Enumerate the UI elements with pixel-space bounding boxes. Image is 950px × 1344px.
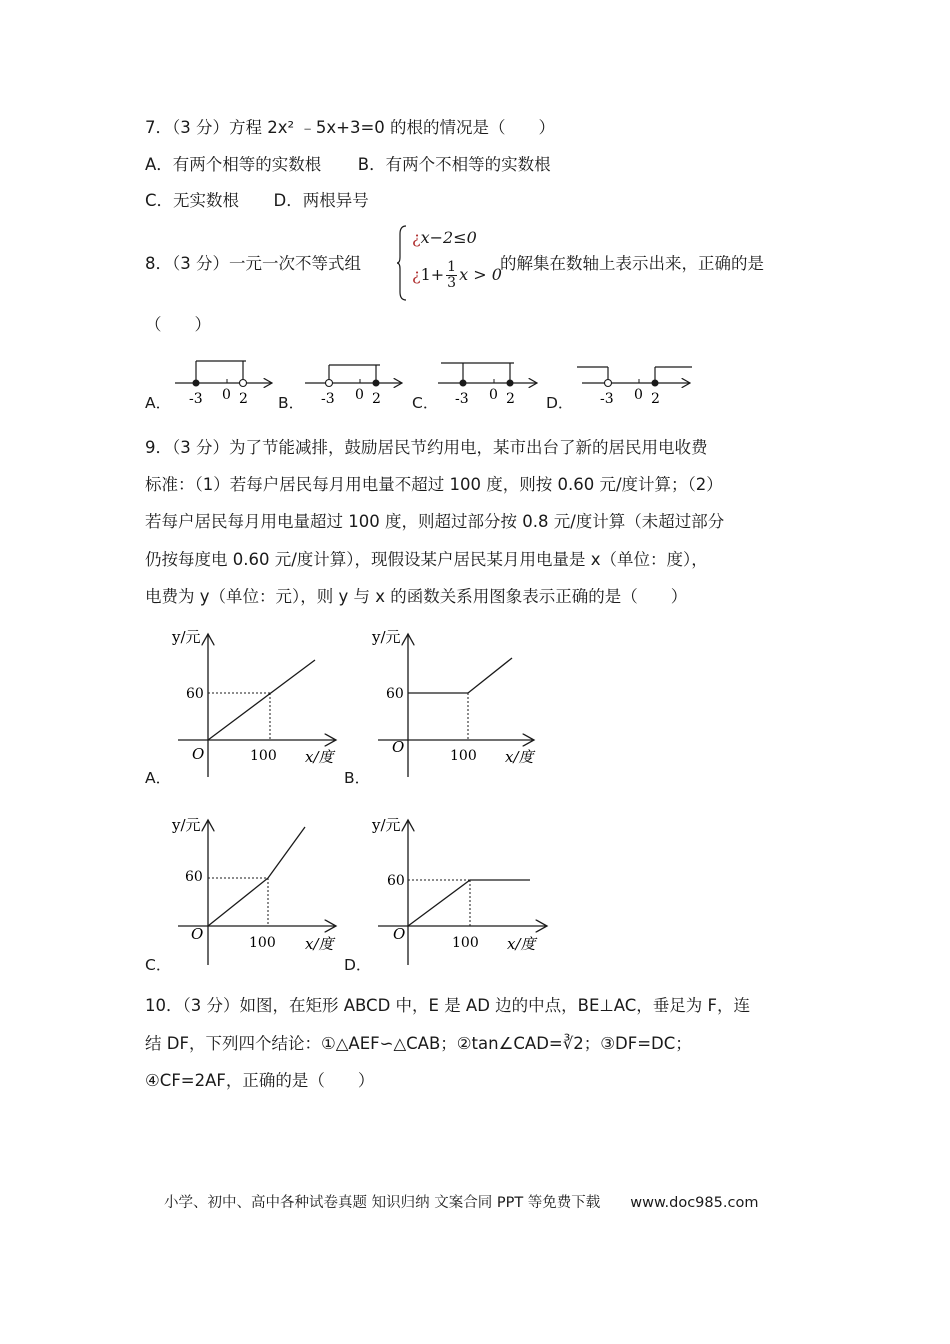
q9-line2: 标准：（1）若每户居民每月用电量不超过 100 度，则按 0.60 元/度计算；（2） — [145, 475, 723, 494]
q7-options-row2 — [145, 190, 369, 212]
q8-suffix: 的解集在数轴上表示出来，正确的是 — [500, 254, 764, 273]
q10-line2: 结 DF，下列四个结论：①△AEF∽△CAB；②tan∠CAD=∛2；③DF=DC； — [145, 1034, 692, 1053]
graph-c — [171, 816, 336, 965]
number-line-a — [175, 361, 272, 407]
q7-options-row1 — [145, 154, 551, 176]
origin-label: O — [191, 925, 204, 943]
tick-two: 2 — [651, 391, 660, 407]
tick-two: 2 — [506, 391, 515, 407]
fraction-one-third — [446, 260, 457, 291]
tick-zero: 0 — [355, 387, 364, 403]
q7-option-b: B．有两个不相等的实数根 — [357, 155, 551, 174]
fraction-denominator: 3 — [447, 275, 457, 291]
left-brace-icon — [396, 224, 408, 302]
graph-d — [371, 816, 547, 965]
y-tick-60: 60 — [387, 873, 405, 889]
x-tick-100: 100 — [249, 935, 276, 951]
graph-b — [371, 628, 536, 777]
tick-neg3: -3 — [455, 391, 469, 407]
origin-label: O — [392, 738, 405, 756]
q8-label-b: B． — [278, 394, 305, 412]
footer-url[interactable]: www.doc985.com — [630, 1195, 759, 1211]
tick-zero: 0 — [222, 387, 231, 403]
number-line-c — [438, 363, 537, 407]
q10-line3: ④CF=2AF，正确的是（ ） — [145, 1071, 375, 1090]
y-axis-label: y/元 — [172, 628, 201, 646]
inequality-1-text: x−2≤0 — [420, 228, 477, 247]
y-tick-60: 60 — [186, 686, 204, 702]
footer-text: 小学、初中、高中各种试卷真题 知识归纳 文案合同 PPT 等免费下载 — [164, 1195, 601, 1211]
x-axis-label: x/度 — [305, 748, 334, 766]
q7-option-d: D．两根异号 — [273, 191, 369, 210]
fraction-numerator: 1 — [447, 259, 457, 275]
q9-label-b: B． — [344, 769, 371, 787]
q9-label-a: A． — [145, 769, 172, 787]
q8-label-a: A． — [145, 394, 172, 412]
inequality-2-glyph: ¿ — [412, 265, 421, 284]
tick-neg3: -3 — [321, 391, 335, 407]
inequality-2-post: x > 0 — [459, 265, 502, 284]
number-line-b — [305, 365, 402, 407]
q7-option-a: A．有两个相等的实数根 — [145, 155, 322, 174]
inequality-system — [396, 224, 501, 302]
tick-two: 2 — [372, 391, 381, 407]
y-tick-60: 60 — [386, 686, 404, 702]
x-axis-label: x/度 — [507, 935, 536, 953]
q9-graphs — [0, 620, 950, 980]
tick-two: 2 — [239, 391, 248, 407]
tick-zero: 0 — [634, 387, 643, 403]
q9-label-c: C． — [145, 956, 172, 974]
tick-neg3: -3 — [189, 391, 203, 407]
tick-zero: 0 — [489, 387, 498, 403]
q8-number-lines — [0, 355, 950, 415]
tick-neg3: -3 — [600, 391, 614, 407]
x-axis-label: x/度 — [505, 748, 534, 766]
x-tick-100: 100 — [250, 748, 277, 764]
page-footer — [164, 1191, 758, 1212]
origin-label: O — [393, 925, 406, 943]
y-axis-label: y/元 — [372, 816, 401, 834]
x-tick-100: 100 — [452, 935, 479, 951]
inequality-1 — [412, 228, 477, 247]
q9-line5: 电费为 y（单位：元），则 y 与 x 的函数关系用图象表示正确的是（ ） — [145, 587, 688, 606]
number-line-d — [577, 367, 692, 407]
y-axis-label: y/元 — [372, 628, 401, 646]
inequality-2 — [412, 260, 502, 291]
q7-stem: 7．（3 分）方程 2x² ﹣5x+3=0 的根的情况是（ ） — [145, 118, 556, 137]
inequality-1-glyph: ¿ — [412, 228, 421, 247]
q8-label-d: D． — [546, 394, 574, 412]
q8-prefix: 8．（3 分）一元一次不等式组 — [145, 254, 361, 273]
x-tick-100: 100 — [450, 748, 477, 764]
q7-option-c: C．无实数根 — [145, 191, 240, 210]
q8-paren: （ ） — [145, 315, 211, 334]
graph-a — [171, 628, 336, 777]
q10-line1: 10．（3 分）如图，在矩形 ABCD 中，E 是 AD 边的中点，BE⊥AC，垂足为 F，连 — [145, 996, 751, 1015]
x-axis-label: x/度 — [305, 935, 334, 953]
q9-label-d: D． — [344, 956, 372, 974]
y-tick-60: 60 — [185, 869, 203, 885]
y-axis-label: y/元 — [172, 816, 201, 834]
q9-line3: 若每户居民每月用电量超过 100 度，则超过部分按 0.8 元/度计算（未超过部分 — [145, 512, 725, 531]
origin-label: O — [192, 745, 205, 763]
q8-label-c: C． — [412, 394, 439, 412]
inequality-2-pre: 1+ — [420, 265, 445, 284]
q9-line1: 9．（3 分）为了节能减排，鼓励居民节约用电，某市出台了新的居民用电收费 — [145, 438, 708, 457]
q9-line4: 仍按每度电 0.60 元/度计算），现假设某户居民某月用电量是 x（单位：度）， — [145, 550, 708, 569]
